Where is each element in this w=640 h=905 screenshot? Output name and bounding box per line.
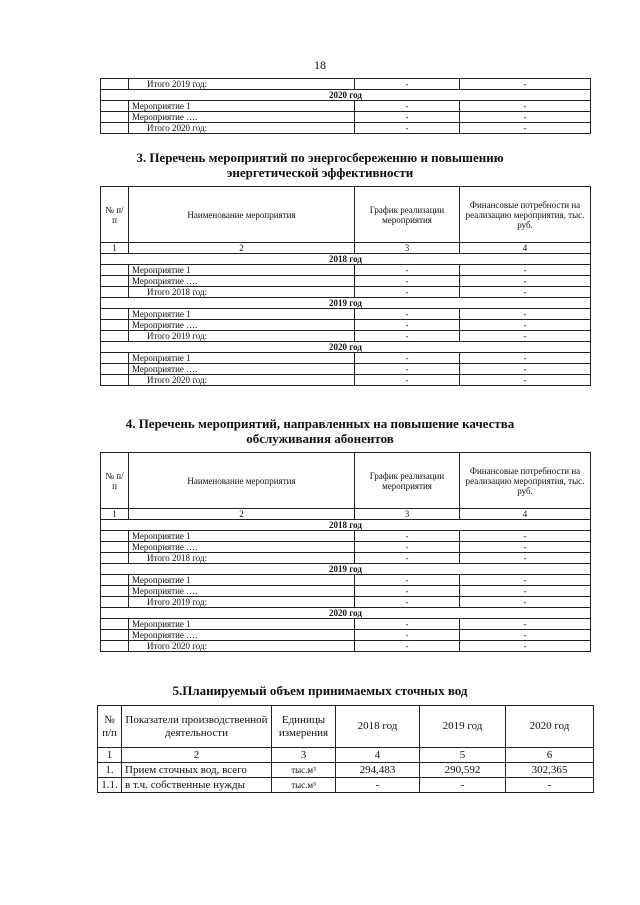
total-row [101, 287, 591, 298]
table-row [98, 763, 594, 778]
section5-table [97, 705, 594, 793]
year-row [101, 564, 591, 575]
cell-num: 1.1. [98, 778, 122, 793]
year-row [101, 298, 591, 309]
total-label: Итого 2019 год: [129, 597, 355, 608]
total-row [101, 331, 591, 342]
cell-num [101, 375, 129, 386]
table-row [101, 353, 591, 364]
cell-finance: - [460, 123, 591, 134]
section3-index-3: 3 [355, 243, 460, 254]
table-row [101, 542, 591, 553]
total-label: Итого 2018 год: [129, 553, 355, 564]
cell-num [101, 542, 129, 553]
year-label: 2020 год [101, 90, 591, 101]
section3-title-line1: 3. Перечень мероприятий по энергосбережению и повышению [136, 150, 504, 165]
cell-schedule: - [355, 79, 460, 90]
event-name: Мероприятие …. [129, 630, 355, 641]
event-name: Мероприятие 1 [129, 619, 355, 630]
cell-2019: - [420, 778, 506, 793]
cell-finance: - [460, 531, 591, 542]
cell-num [101, 265, 129, 276]
cell-finance: - [460, 79, 591, 90]
cell-schedule: - [355, 276, 460, 287]
section5-index-2: 2 [122, 748, 272, 763]
year-label: 2020 год [101, 608, 591, 619]
section3-index-4: 4 [460, 243, 591, 254]
total-row [101, 123, 591, 134]
cell-schedule: - [355, 123, 460, 134]
section4-title [0, 416, 640, 446]
section4-title-line2: обслуживания абонентов [246, 431, 394, 446]
table-row [101, 265, 591, 276]
section3-header-schedule: График реализации мероприятия [355, 187, 460, 243]
cell-unit: тыс.м³ [272, 778, 336, 793]
total-label: Итого 2020 год: [129, 641, 355, 652]
section3-index-2: 2 [129, 243, 355, 254]
section5-title: 5.Планируемый объем принимаемых сточных вод [172, 683, 468, 698]
section4-header-num: № п/п [101, 453, 129, 509]
section4-index-4: 4 [460, 509, 591, 520]
total-row [101, 553, 591, 564]
cell-schedule: - [355, 630, 460, 641]
cell-num [101, 586, 129, 597]
cell-num [101, 597, 129, 608]
event-name: Мероприятие 1 [129, 353, 355, 364]
cell-num [101, 353, 129, 364]
cell-schedule: - [355, 553, 460, 564]
cell-finance: - [460, 619, 591, 630]
continuation-table-body [101, 79, 591, 134]
section5-index-5: 5 [420, 748, 506, 763]
table-row [101, 309, 591, 320]
section3-title [0, 150, 640, 180]
year-label: 2018 год [101, 520, 591, 531]
cell-schedule: - [355, 531, 460, 542]
table-row [101, 619, 591, 630]
cell-2020: - [506, 778, 594, 793]
cell-schedule: - [355, 641, 460, 652]
section3-header-num: № п/п [101, 187, 129, 243]
year-label: 2020 год [101, 342, 591, 353]
cell-finance: - [460, 630, 591, 641]
cell-finance: - [460, 641, 591, 652]
cell-num [101, 630, 129, 641]
total-row [101, 641, 591, 652]
section4-header-finance: Финансовые потребности на реализацию мероприятия, тыс. руб. [460, 453, 591, 509]
cell-schedule: - [355, 586, 460, 597]
table-row [101, 276, 591, 287]
cell-indicator: в т.ч. собственные нужды [122, 778, 272, 793]
cell-finance: - [460, 331, 591, 342]
table-row [101, 364, 591, 375]
total-row [101, 375, 591, 386]
cell-finance: - [460, 320, 591, 331]
cell-num [101, 575, 129, 586]
cell-finance: - [460, 287, 591, 298]
cell-schedule: - [355, 353, 460, 364]
section5-header-indicator: Показатели производственной деятельности [122, 706, 272, 748]
section5-header-2018: 2018 год [336, 706, 420, 748]
section4-table-body [101, 520, 591, 652]
section3-index-1: 1 [101, 243, 129, 254]
section5-header-unit: Единицы измерения [272, 706, 336, 748]
cell-finance: - [460, 364, 591, 375]
cell-schedule: - [355, 542, 460, 553]
section4-title-line1: 4. Перечень мероприятий, направленных на повышение качества [125, 416, 515, 431]
page-number: 18 [314, 58, 326, 72]
table-row [101, 101, 591, 112]
event-name: Мероприятие 1 [129, 265, 355, 276]
cell-finance: - [460, 265, 591, 276]
total-label: Итого 2018 год: [129, 287, 355, 298]
total-label: Итого 2019 год: [129, 79, 355, 90]
section3-title-line2: энергетической эффективности [226, 165, 414, 180]
total-row [101, 597, 591, 608]
section4-index-1: 1 [101, 509, 129, 520]
cell-schedule: - [355, 597, 460, 608]
year-row [101, 520, 591, 531]
event-name: Мероприятие …. [129, 586, 355, 597]
section4-table [100, 452, 591, 652]
event-name: Мероприятие 1 [129, 309, 355, 320]
continuation-table [100, 78, 591, 134]
cell-schedule: - [355, 101, 460, 112]
table-row [101, 112, 591, 123]
year-label: 2018 год [101, 254, 591, 265]
cell-finance: - [460, 353, 591, 364]
cell-2020: 302,365 [506, 763, 594, 778]
section5-header-2019: 2019 год [420, 706, 506, 748]
section4-header-name: Наименование мероприятия [129, 453, 355, 509]
total-label: Итого 2020 год: [129, 123, 355, 134]
year-row [101, 254, 591, 265]
cell-num [101, 531, 129, 542]
cell-finance: - [460, 597, 591, 608]
cell-finance: - [460, 375, 591, 386]
cell-indicator: Прием сточных вод, всего [122, 763, 272, 778]
cell-schedule: - [355, 265, 460, 276]
cell-finance: - [460, 575, 591, 586]
cell-schedule: - [355, 320, 460, 331]
cell-num [101, 287, 129, 298]
cell-num [101, 79, 129, 90]
event-name: Мероприятие …. [129, 112, 355, 123]
section3-header-name: Наименование мероприятия [129, 187, 355, 243]
cell-num [101, 123, 129, 134]
section5-index-4: 4 [336, 748, 420, 763]
year-label: 2019 год [101, 564, 591, 575]
cell-num [101, 320, 129, 331]
section5-index-1: 1 [98, 748, 122, 763]
table-row [101, 320, 591, 331]
year-row [101, 342, 591, 353]
event-name: Мероприятие …. [129, 276, 355, 287]
cell-finance: - [460, 276, 591, 287]
section3-table [100, 186, 591, 386]
section4-index-2: 2 [129, 509, 355, 520]
cell-num [101, 364, 129, 375]
cell-schedule: - [355, 364, 460, 375]
year-label: 2019 год [101, 298, 591, 309]
cell-finance: - [460, 542, 591, 553]
section5-header-num: № п/п [98, 706, 122, 748]
cell-schedule: - [355, 375, 460, 386]
section4-index-3: 3 [355, 509, 460, 520]
section3-header-finance: Финансовые потребности на реализацию мероприятия, тыс. руб. [460, 187, 591, 243]
cell-finance: - [460, 586, 591, 597]
table-row [98, 778, 594, 793]
total-row [101, 79, 591, 90]
cell-num [101, 641, 129, 652]
cell-num [101, 309, 129, 320]
section3-table-body [101, 254, 591, 386]
section5-header-2020: 2020 год [506, 706, 594, 748]
cell-2019: 290,592 [420, 763, 506, 778]
cell-schedule: - [355, 331, 460, 342]
table-row [101, 531, 591, 542]
event-name: Мероприятие …. [129, 542, 355, 553]
cell-num [101, 101, 129, 112]
event-name: Мероприятие …. [129, 364, 355, 375]
cell-2018: 294,483 [336, 763, 420, 778]
cell-num [101, 619, 129, 630]
cell-finance: - [460, 553, 591, 564]
total-label: Итого 2020 год: [129, 375, 355, 386]
event-name: Мероприятие 1 [129, 575, 355, 586]
section4-header-schedule: График реализации мероприятия [355, 453, 460, 509]
event-name: Мероприятие 1 [129, 101, 355, 112]
year-row [101, 90, 591, 101]
cell-schedule: - [355, 309, 460, 320]
year-row [101, 608, 591, 619]
cell-num [101, 553, 129, 564]
cell-num [101, 276, 129, 287]
cell-finance: - [460, 112, 591, 123]
cell-finance: - [460, 309, 591, 320]
cell-schedule: - [355, 619, 460, 630]
total-label: Итого 2019 год: [129, 331, 355, 342]
cell-num: 1. [98, 763, 122, 778]
cell-finance: - [460, 101, 591, 112]
table-row [101, 630, 591, 641]
section5-index-6: 6 [506, 748, 594, 763]
table-row [101, 586, 591, 597]
table-row [101, 575, 591, 586]
section5-index-3: 3 [272, 748, 336, 763]
cell-num [101, 331, 129, 342]
cell-schedule: - [355, 575, 460, 586]
cell-unit: тыс.м³ [272, 763, 336, 778]
event-name: Мероприятие 1 [129, 531, 355, 542]
cell-num [101, 112, 129, 123]
event-name: Мероприятие …. [129, 320, 355, 331]
cell-schedule: - [355, 287, 460, 298]
cell-2018: - [336, 778, 420, 793]
cell-schedule: - [355, 112, 460, 123]
